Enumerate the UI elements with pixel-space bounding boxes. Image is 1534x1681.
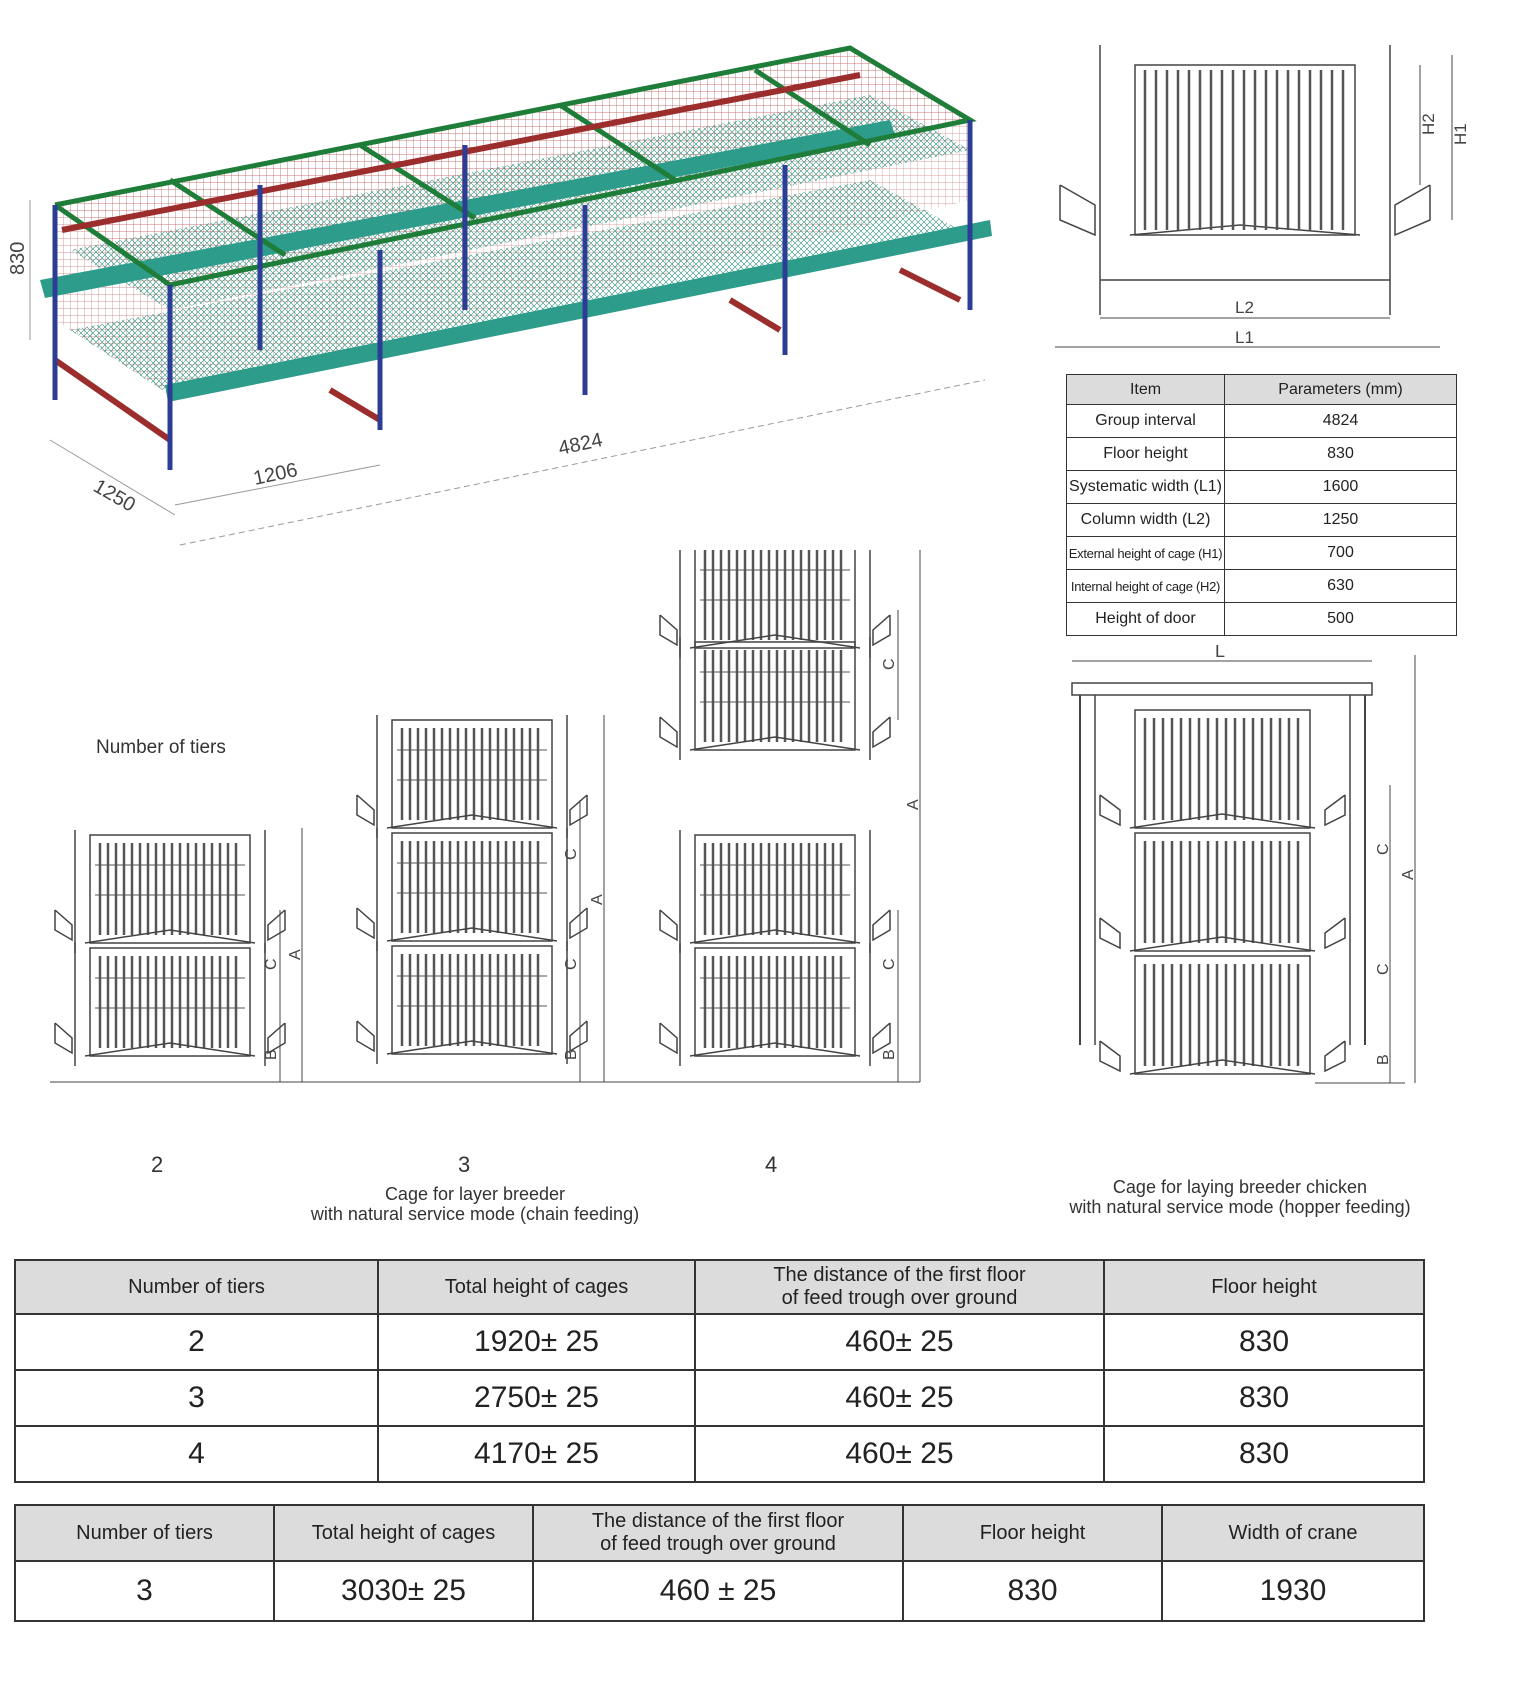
hopper-feeding-table (14, 1504, 1425, 1622)
param-item: Floor height (1067, 438, 1225, 471)
t2-cell: 1930 (1162, 1561, 1424, 1621)
tiers-label: Number of tiers (96, 737, 226, 758)
table-row (1067, 504, 1457, 537)
dim-c-4tier-lower: C (881, 958, 898, 970)
t1-cell: 830 (1104, 1314, 1424, 1370)
param-value: 830 (1225, 438, 1457, 471)
parameter-table (1066, 374, 1457, 636)
front-l1-label: L1 (1235, 328, 1254, 347)
param-header-item: Item (1067, 375, 1225, 405)
param-value: 1600 (1225, 471, 1457, 504)
t1-header-distance-line-2: of feed trough over ground (781, 1287, 1018, 1309)
hopper-dim-b: B (1375, 1054, 1392, 1065)
t2-header-distance-line-1: The distance of the first floor (591, 1510, 845, 1532)
table-row (1067, 438, 1457, 471)
table-row (1067, 537, 1457, 570)
table-row (15, 1314, 1424, 1370)
param-value: 630 (1225, 570, 1457, 603)
dim-b-4tier: B (881, 1049, 898, 1060)
param-value: 700 (1225, 537, 1457, 570)
iso-depth-label: 1250 (89, 475, 140, 517)
cage-front-view (1040, 35, 1470, 360)
dim-c-4tier-upper: C (881, 658, 898, 670)
t1-cell: 1920± 25 (378, 1314, 695, 1370)
iso-length-label: 4824 (556, 429, 605, 460)
t1-header-distance-line-1: The distance of the first floor (773, 1264, 1026, 1286)
tier-number-3: 3 (458, 1152, 471, 1177)
table-row (15, 1561, 1424, 1621)
chain-caption-line-2: with natural service mode (chain feeding) (310, 1204, 640, 1224)
param-value: 4824 (1225, 405, 1457, 438)
t1-header-distance (695, 1260, 1104, 1314)
table-row (15, 1426, 1424, 1482)
hopper-caption-line-1: Cage for laying breeder chicken (1112, 1177, 1368, 1197)
t1-cell: 460± 25 (695, 1426, 1104, 1482)
front-h2-label: H2 (1419, 113, 1438, 135)
param-item: Systematic width (L1) (1067, 471, 1225, 504)
hopper-caption-line-2: with natural service mode (hopper feeding) (1069, 1197, 1411, 1217)
chain-caption-line-1: Cage for layer breeder (384, 1184, 566, 1204)
t1-cell: 830 (1104, 1370, 1424, 1426)
t2-cell: 460 ± 25 (533, 1561, 903, 1621)
iso-height-label: 830 (7, 241, 29, 275)
hopper-dim-a: A (1400, 869, 1417, 880)
t2-header-tiers: Number of tiers (15, 1505, 274, 1561)
t2-cell: 3 (15, 1561, 274, 1621)
iso-bay-label: 1206 (251, 459, 300, 490)
t2-cell: 3030± 25 (274, 1561, 533, 1621)
param-item: Internal height of cage (H2) (1067, 570, 1225, 603)
t1-cell: 2750± 25 (378, 1370, 695, 1426)
param-value: 500 (1225, 603, 1457, 636)
table-row (1067, 471, 1457, 504)
tier-number-2: 2 (151, 1152, 164, 1177)
tier-number-4: 4 (765, 1152, 778, 1177)
t2-header-distance-line-2: of feed trough over ground (600, 1533, 836, 1555)
t1-cell: 830 (1104, 1426, 1424, 1482)
t1-cell: 3 (15, 1370, 378, 1426)
t1-cell: 4 (15, 1426, 378, 1482)
dim-c-3tier-lower: C (563, 958, 580, 970)
param-value: 1250 (1225, 504, 1457, 537)
chain-feeding-caption (270, 1184, 680, 1224)
t1-cell: 460± 25 (695, 1370, 1104, 1426)
isometric-cage-drawing (0, 0, 1000, 560)
table-row (1067, 603, 1457, 636)
param-item: Group interval (1067, 405, 1225, 438)
dim-a-3tier: A (589, 894, 606, 905)
t1-header-tiers: Number of tiers (15, 1260, 378, 1314)
table-row (15, 1370, 1424, 1426)
hopper-l-label: L (1215, 645, 1226, 661)
dim-b-3tier: B (563, 1049, 580, 1060)
tier-elevation-drawings (40, 550, 1000, 1150)
t1-cell: 460± 25 (695, 1314, 1104, 1370)
t1-header-floor-height: Floor height (1104, 1260, 1424, 1314)
table-row (1067, 405, 1457, 438)
param-item: External height of cage (H1) (1067, 537, 1225, 570)
t1-header-total-height: Total height of cages (378, 1260, 695, 1314)
chain-feeding-table (14, 1259, 1425, 1483)
t2-cell: 830 (903, 1561, 1162, 1621)
t2-header-floor-height: Floor height (903, 1505, 1162, 1561)
table-row (1067, 570, 1457, 603)
dim-a-4tier: A (905, 799, 922, 810)
dim-a-2tier: A (287, 949, 304, 960)
t1-cell: 2 (15, 1314, 378, 1370)
hopper-feeding-drawing (1070, 645, 1470, 1165)
hopper-feeding-caption (1040, 1177, 1440, 1217)
param-header-value: Parameters (mm) (1225, 375, 1457, 405)
dim-b-2tier: B (263, 1049, 280, 1060)
hopper-dim-c-lower: C (1375, 963, 1392, 975)
t2-header-distance (533, 1505, 903, 1561)
front-h1-label: H1 (1451, 123, 1470, 145)
front-l2-label: L2 (1235, 298, 1254, 317)
t2-header-total-height: Total height of cages (274, 1505, 533, 1561)
t1-cell: 4170± 25 (378, 1426, 695, 1482)
dim-c-3tier-upper: C (563, 848, 580, 860)
param-item: Height of door (1067, 603, 1225, 636)
param-item: Column width (L2) (1067, 504, 1225, 537)
t2-header-crane-width: Width of crane (1162, 1505, 1424, 1561)
hopper-dim-c-upper: C (1375, 843, 1392, 855)
dim-c-2tier: C (263, 958, 280, 970)
